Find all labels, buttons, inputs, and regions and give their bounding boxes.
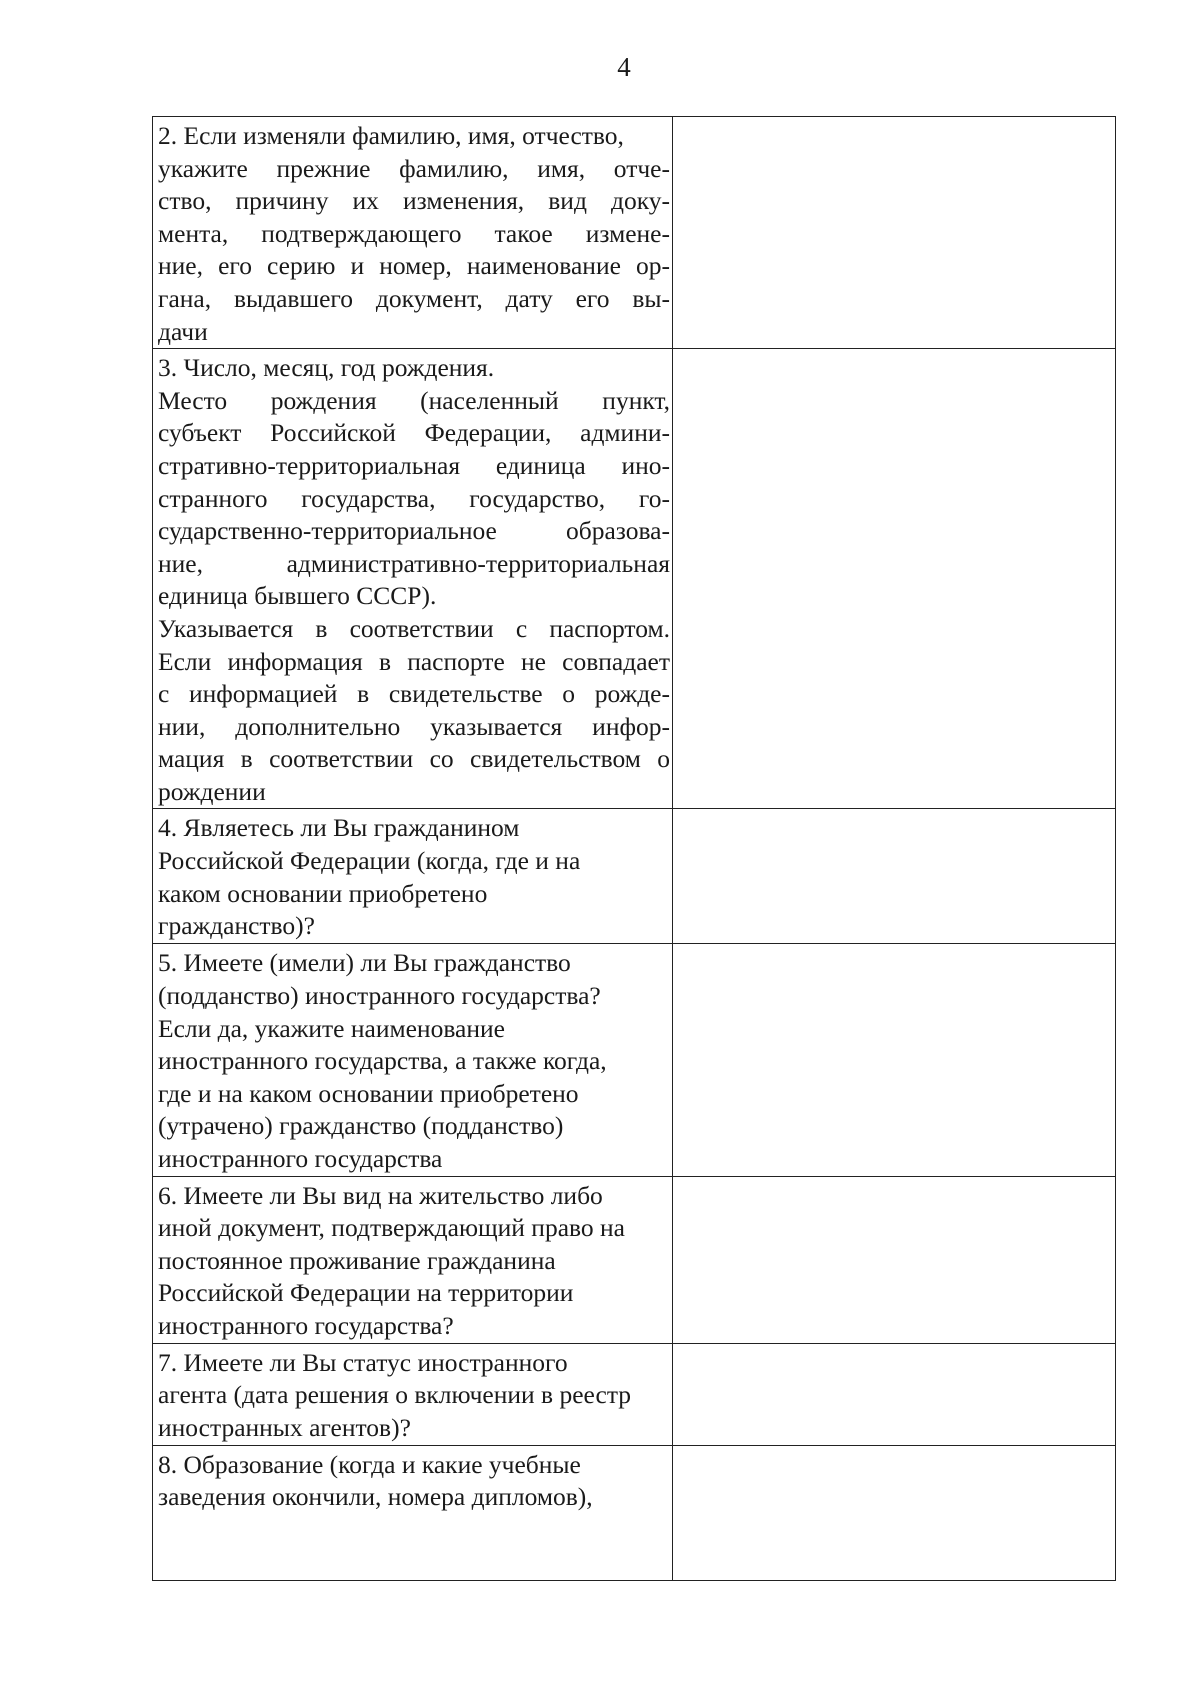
question-text-line: мента, подтверждающего такое измене- — [158, 218, 670, 248]
question-text-line: Российской Федерации (когда, где и на — [158, 846, 581, 876]
answer-cell[interactable] — [673, 349, 1116, 809]
question-text-line: странного государства, государство, го- — [158, 483, 670, 513]
table-row — [153, 1176, 1116, 1343]
question-text-line: иностранного государства, а также когда, — [158, 1046, 607, 1076]
question-text-line: постоянное проживание гражданина — [158, 1245, 556, 1275]
question-text-line: нии, дополнительно указывается инфор- — [158, 711, 670, 741]
question-text-line: стративно-территориальная единица ино- — [158, 450, 670, 480]
question-text-line: 2. Если изменяли фамилию, имя, отчество, — [158, 121, 624, 150]
question-text-line: заведения окончили, номера дипломов), — [158, 1482, 593, 1512]
answer-cell[interactable] — [673, 1176, 1116, 1343]
question-text-line: где и на каком основании приобретено — [158, 1078, 579, 1108]
question-text-line: с информацией в свидетельстве о рожде- — [158, 679, 670, 709]
question-text-line: Если информация в паспорте не совпадает — [158, 646, 670, 676]
question-text-line: гана, выдавшего документ, дату его вы- — [158, 283, 670, 313]
question-text-line: иностранного государства — [158, 1144, 443, 1174]
question-text-line: 6. Имеете ли Вы вид на жительство либо — [158, 1180, 603, 1210]
question-text-line: Российской Федерации на территории — [158, 1278, 574, 1308]
table-row — [153, 809, 1116, 944]
table-row — [153, 944, 1116, 1176]
table-row — [153, 349, 1116, 809]
question-text-line: (подданство) иностранного государства? — [158, 981, 601, 1011]
question-text-line: 5. Имеете (имели) ли Вы гражданство — [158, 948, 571, 978]
question-text-line: иной документ, подтверждающий право на — [158, 1213, 625, 1243]
question-text-line: (утрачено) гражданство (подданство) — [158, 1111, 564, 1141]
question-text-line: субъект Российской Федерации, админи- — [158, 418, 670, 448]
question-text-line: иностранных агентов)? — [158, 1412, 411, 1442]
question-cell — [153, 809, 673, 944]
question-cell — [153, 117, 673, 349]
question-text-line: иностранного государства? — [158, 1311, 454, 1340]
question-text-line: Указывается в соответствии с паспортом. — [158, 613, 670, 643]
question-text-line: гражданство)? — [158, 911, 315, 941]
question-text-line: дачи — [158, 316, 208, 346]
question-text-line: ние, административно-территориальная — [158, 548, 670, 578]
question-text-line: 7. Имеете ли Вы статус иностранного — [158, 1347, 568, 1377]
answer-cell[interactable] — [673, 117, 1116, 349]
question-text-line: ство, причину их изменения, вид доку- — [158, 186, 670, 216]
question-text-line: укажите прежние фамилию, имя, отче- — [158, 153, 670, 183]
answer-cell[interactable] — [673, 944, 1116, 1176]
question-text-line: 4. Являетесь ли Вы гражданином — [158, 813, 520, 843]
question-text-line: единица бывшего СССР). — [158, 581, 437, 611]
question-text-line: Место рождения (населенный пункт, — [158, 385, 670, 415]
table-row — [153, 1445, 1116, 1580]
question-text-line: каком основании приобретено — [158, 878, 488, 908]
table-row — [153, 117, 1116, 349]
questionnaire-table — [152, 116, 1116, 1581]
question-cell — [153, 349, 673, 809]
answer-cell[interactable] — [673, 1445, 1116, 1580]
question-cell — [153, 1176, 673, 1343]
question-cell — [153, 944, 673, 1176]
question-text-line: 3. Число, месяц, год рождения. — [158, 353, 495, 383]
question-text-line: мация в соответствии со свидетельством о — [158, 744, 670, 774]
table-row — [153, 1343, 1116, 1445]
question-cell — [153, 1343, 673, 1445]
question-text-line: рождении — [158, 776, 266, 806]
question-cell — [153, 1445, 673, 1580]
answer-cell[interactable] — [673, 809, 1116, 944]
question-text-line: агента (дата решения о включении в реестр — [158, 1380, 632, 1410]
question-text-line: 8. Образование (когда и какие учебные — [158, 1449, 581, 1479]
question-text-line: сударственно-территориальное образова- — [158, 516, 670, 546]
answer-cell[interactable] — [673, 1343, 1116, 1445]
question-text-line: ние, его серию и номер, наименование ор- — [158, 251, 670, 281]
question-text-line: Если да, укажите наименование — [158, 1013, 505, 1043]
page-number: 4 — [617, 52, 631, 82]
